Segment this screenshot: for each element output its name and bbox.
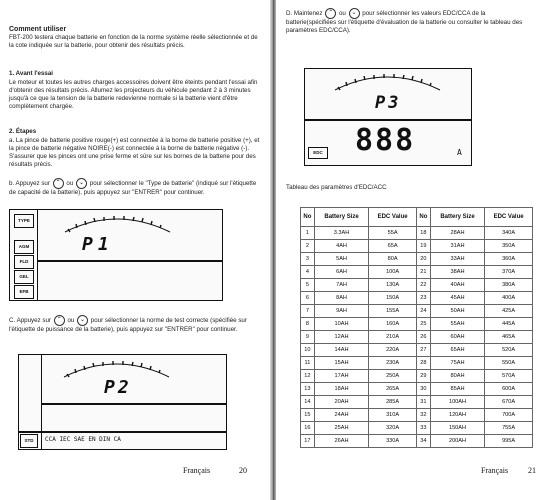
lcd1-code: P1 [82,234,114,255]
table-cell: 50AH [430,305,484,318]
lcd3-code: P3 [375,93,402,113]
table-cell: 700A [485,409,533,422]
table-cell: 220A [369,344,417,357]
table-cell: 7 [301,305,315,318]
step-d-ou: ou [338,10,346,18]
step-c-lead: C. Appuyez sur [9,317,51,325]
table-cell: 11 [301,357,315,370]
table-header-cell: Battery Size [430,208,484,227]
table-cell: 5AH [314,253,368,266]
table-cell: 28AH [430,227,484,240]
table-cell: 5 [301,279,315,292]
table-cell: 550A [485,357,533,370]
step-c-text [9,315,261,334]
table-row [301,435,533,448]
table-cell: 380A [485,279,533,292]
table-header-row [301,208,533,227]
table-cell: 15AH [314,357,368,370]
table-row [301,383,533,396]
table-cell: 445A [485,318,533,331]
lcd-battery-type-display [9,209,223,301]
table-header-cell: Battery Size [314,208,368,227]
table-cell: 31 [416,396,430,409]
step-b-lead: b. Appuyez sur [9,180,50,188]
table-cell: 370A [485,266,533,279]
footer-language-left: Français [183,466,211,475]
table-cell: 12 [301,370,315,383]
table-cell: 20AH [314,396,368,409]
step-d-rest: pour sélectionner les valeurs EDC/CCA de la batterie(spécifiées sur l'étiquette d'évaluation de la batterie ou consulter le tableau des paramètres EDC/CCA). [286,10,523,35]
table-cell: 27 [416,344,430,357]
table-cell: 755A [485,422,533,435]
table-cell: 340A [485,227,533,240]
table-row [301,344,533,357]
right-page [276,0,539,500]
table-row [301,279,533,292]
table-cell: 45AH [430,292,484,305]
step-b-text [9,178,261,197]
up-arrow-icon: ⌃ [54,315,65,326]
test-standards-list: CCA IEC SAE EN DIN CA [45,436,121,443]
agm-icon: AGM [14,240,34,254]
table-cell: 210A [369,331,417,344]
table-cell: 38AH [430,266,484,279]
table-row [301,227,533,240]
table-cell: 31AH [430,240,484,253]
table-cell: 18AH [314,383,368,396]
table-cell: 14 [301,396,315,409]
table-cell: 65AH [430,344,484,357]
heading-comment-utiliser: Comment utiliser [9,26,67,33]
table-row [301,370,533,383]
table-cell: 2 [301,240,315,253]
table-row [301,305,533,318]
std-icon: STD [20,434,38,448]
section2-title: 2. Étapes [9,128,37,135]
lcd-edc-value-display [304,68,472,166]
step-c-rest: pour sélectionner la norme de test correcte (spécifiée sur l'étiquette de puissance de la batterie), puis appuyez sur "ENTRER" pour continuer. [9,317,247,333]
table-header-cell: EDC Value [369,208,417,227]
edc-parameters-table [300,207,533,448]
lcd3-digits: 888 [355,123,416,158]
table-cell: 34 [416,435,430,448]
section1-title: 1. Avant l'essai [9,70,54,77]
section1-text: Le moteur et toutes les autres charges accessoires doivent être éteints pendant l'essai afin d'obtenir des résultats précis. Allumez les projecteurs du véhicule pendant 2 à 3 minutes jusqu'à ce que la tension de la batterie redevienne normale si la batterie vient d'être complètement chargée. [9,79,258,111]
table-header-cell: EDC Value [485,208,533,227]
table-cell: 285A [369,396,417,409]
lcd-test-standard-display [18,354,227,450]
table-row [301,253,533,266]
table-cell: 320A [369,422,417,435]
table-cell: 425A [485,305,533,318]
table-cell: 10 [301,344,315,357]
down-arrow-icon: ⌄ [76,178,87,189]
table-cell: 6AH [314,266,368,279]
table-cell: 26 [416,331,430,344]
gel-icon: GEL [14,270,34,284]
table-cell: 24AH [314,409,368,422]
table-cell: 400A [485,292,533,305]
table-cell: 19 [416,240,430,253]
voltage-gauge-arc [330,70,445,92]
table-cell: 200AH [430,435,484,448]
table-cell: 4 [301,266,315,279]
table-cell: 24 [416,305,430,318]
table-cell: 250A [369,370,417,383]
footer-language-right: Français [481,466,509,475]
table-cell: 350A [485,240,533,253]
table-cell: 360A [485,253,533,266]
voltage-gauge-arc [59,357,174,379]
up-arrow-icon: ⌃ [325,8,336,19]
edc-icon: EDC [308,147,328,159]
table-cell: 22 [416,279,430,292]
table-cell: 25AH [314,422,368,435]
table-row [301,422,533,435]
table-cell: 310A [369,409,417,422]
table-row [301,240,533,253]
up-arrow-icon: ⌃ [53,178,64,189]
table-row [301,292,533,305]
table-cell: 330A [369,435,417,448]
table-cell: 8 [301,318,315,331]
table-cell: 7AH [314,279,368,292]
table-row [301,318,533,331]
table-cell: 75AH [430,357,484,370]
step-b-rest: pour sélectionner le "Type de batterie" (indiqué sur l'étiquette de capacité de la batterie), puis appuyez sur "ENTRER" pour continuer. [9,180,257,196]
table-row [301,331,533,344]
table-row [301,396,533,409]
table-cell: 32 [416,409,430,422]
table-cell: 3.3AH [314,227,368,240]
table-cell: 30 [416,383,430,396]
table-cell: 85AH [430,383,484,396]
table-cell: 13 [301,383,315,396]
table-cell: 265A [369,383,417,396]
table-row [301,409,533,422]
footer-page-number-right: 21 [528,466,536,475]
table-cell: 150AH [430,422,484,435]
battery-type-icon: TYPE [14,214,34,228]
table-cell: 3 [301,253,315,266]
table-cell: 9AH [314,305,368,318]
table-cell: 155A [369,305,417,318]
step-c-ou: ou [67,317,75,325]
table-cell: 16 [301,422,315,435]
table-cell: 26AH [314,435,368,448]
lcd2-code: P2 [104,377,132,398]
table-cell: 9 [301,331,315,344]
table-cell: 80A [369,253,417,266]
step-a-text: a. La pince de batterie positive rouge(+) est connectée à la borne de batterie positive (+), et la pince de batterie négative NOIRE(-) est connectée à la borne de batterie négative (-). S'assurer que les pinces ont une prise ferme et sûre sur les bornes de la batterie pour des résultats précis. [9,137,260,169]
table-cell: 160A [369,318,417,331]
table-row [301,357,533,370]
table-cell: 6 [301,292,315,305]
table-cell: 20 [416,253,430,266]
table-cell: 120AH [430,409,484,422]
table-cell: 100A [369,266,417,279]
step-d-text [286,8,534,35]
table-cell: 55A [369,227,417,240]
table-cell: 33AH [430,253,484,266]
table-cell: 17AH [314,370,368,383]
table-cell: 40AH [430,279,484,292]
table-cell: 18 [416,227,430,240]
table-cell: 1 [301,227,315,240]
table-cell: 28 [416,357,430,370]
table-cell: 4AH [314,240,368,253]
table-cell: 12AH [314,331,368,344]
table-cell: 17 [301,435,315,448]
table-cell: 570A [485,370,533,383]
table-cell: 33 [416,422,430,435]
table-cell: 21 [416,266,430,279]
table-cell: 15 [301,409,315,422]
table-cell: 10AH [314,318,368,331]
lcd3-unit: A [457,148,462,157]
table-cell: 80AH [430,370,484,383]
table-row [301,266,533,279]
table-cell: 670A [485,396,533,409]
table-cell: 995A [485,435,533,448]
down-arrow-icon: ⌄ [77,315,88,326]
table-cell: 8AH [314,292,368,305]
table-cell: 520A [485,344,533,357]
table-header-cell: No [301,208,315,227]
table-cell: 465A [485,331,533,344]
efb-icon: EFB [14,285,34,299]
table-cell: 55AH [430,318,484,331]
footer-page-number-left: 20 [239,466,247,475]
table-cell: 130A [369,279,417,292]
table-cell: 100AH [430,396,484,409]
voltage-gauge-arc [60,212,175,234]
table-body [301,227,533,448]
table-caption: Tableau des paramètres d'EDC/ACC [286,184,387,191]
table-cell: 150A [369,292,417,305]
down-arrow-icon: ⌄ [349,8,360,19]
table-cell: 29 [416,370,430,383]
table-cell: 65A [369,240,417,253]
table-cell: 600A [485,383,533,396]
table-cell: 23 [416,292,430,305]
intro-text: FBT-200 testera chaque batterie en fonction de la norme système réelle sélectionnée et de la cote indiquée sur la batterie, pour obtenir des résultats précis. [9,34,258,50]
table-cell: 25 [416,318,430,331]
table-cell: 14AH [314,344,368,357]
step-b-ou: ou [66,180,74,188]
table-cell: 60AH [430,331,484,344]
table-header-cell: No [416,208,430,227]
table-cell: 230A [369,357,417,370]
fld-icon: FLD [14,255,34,269]
step-d-lead: D. Maintenez [286,10,323,18]
